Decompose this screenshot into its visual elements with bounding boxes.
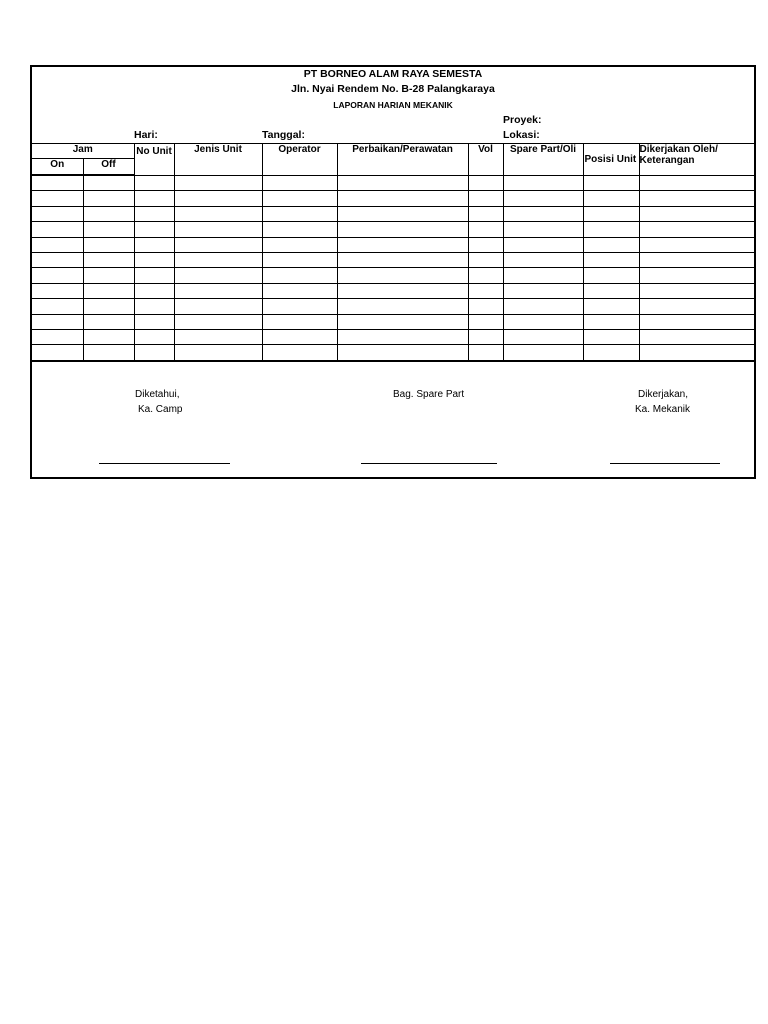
table-cell	[503, 191, 583, 206]
table-cell	[639, 175, 756, 191]
table-cell	[337, 329, 468, 344]
table-cell	[83, 299, 134, 314]
table-cell	[639, 206, 756, 221]
table-cell	[337, 206, 468, 221]
table-cell	[83, 206, 134, 221]
table-cell	[174, 191, 262, 206]
col-spare-part-header: Spare Part/Oli	[503, 144, 583, 176]
table-cell	[32, 345, 83, 361]
table-cell	[174, 283, 262, 298]
table-cell	[174, 175, 262, 191]
table-row	[32, 191, 756, 206]
table-cell	[134, 175, 174, 191]
table-cell	[32, 299, 83, 314]
table-cell	[262, 299, 337, 314]
table-cell	[262, 329, 337, 344]
table-cell	[337, 175, 468, 191]
table-cell	[503, 299, 583, 314]
table-cell	[503, 314, 583, 329]
table-cell	[262, 222, 337, 237]
table-cell	[262, 268, 337, 283]
table-cell	[83, 237, 134, 252]
table-cell	[583, 314, 639, 329]
table-cell	[503, 222, 583, 237]
table-cell	[134, 206, 174, 221]
table-cell	[32, 252, 83, 267]
table-cell	[134, 299, 174, 314]
table-cell	[174, 299, 262, 314]
table-cell	[503, 268, 583, 283]
table-cell	[134, 283, 174, 298]
table-cell	[639, 345, 756, 361]
sig-dikerjakan: Dikerjakan,	[638, 389, 689, 400]
table-cell	[337, 299, 468, 314]
table-cell	[583, 283, 639, 298]
table-cell	[337, 268, 468, 283]
table-cell	[468, 314, 503, 329]
table-cell	[583, 268, 639, 283]
table-cell	[262, 206, 337, 221]
table-cell	[174, 268, 262, 283]
table-cell	[503, 237, 583, 252]
table-cell	[639, 222, 756, 237]
table-cell	[583, 206, 639, 221]
table-cell	[83, 252, 134, 267]
report-form	[30, 65, 756, 479]
table-row	[32, 329, 756, 344]
sig-bag-spare-part: Bag. Spare Part	[393, 389, 465, 400]
table-cell	[32, 329, 83, 344]
table-cell	[134, 268, 174, 283]
table-cell	[174, 222, 262, 237]
proyek-label: Proyek:	[503, 114, 542, 126]
table-cell	[83, 345, 134, 361]
sig-ka-camp: Ka. Camp	[138, 404, 183, 415]
table-cell	[639, 237, 756, 252]
col-dikerjakan-label: Dikerjakan Oleh/	[639, 144, 718, 155]
table-cell	[639, 191, 756, 206]
col-jenis-unit-header: Jenis Unit	[174, 144, 262, 176]
table-cell	[468, 191, 503, 206]
col-on-header: On	[32, 159, 83, 176]
table-cell	[583, 345, 639, 361]
table-cell	[262, 237, 337, 252]
table-cell	[32, 222, 83, 237]
col-posisi-unit-header: Posisi Unit	[583, 144, 639, 176]
table-cell	[337, 237, 468, 252]
table-cell	[134, 252, 174, 267]
table-cell	[583, 222, 639, 237]
table-cell	[468, 175, 503, 191]
hari-label: Hari:	[134, 129, 158, 141]
table-row	[32, 283, 756, 298]
table-cell	[468, 329, 503, 344]
table-cell	[174, 252, 262, 267]
table-cell	[83, 329, 134, 344]
table-cell	[468, 299, 503, 314]
table-row	[32, 222, 756, 237]
col-perbaikan-header: Perbaikan/Perawatan	[337, 144, 468, 176]
table-cell	[468, 237, 503, 252]
table-cell	[503, 329, 583, 344]
table-row	[32, 299, 756, 314]
table-cell	[83, 191, 134, 206]
table-row	[32, 345, 756, 361]
table-cell	[639, 299, 756, 314]
table-cell	[174, 329, 262, 344]
table-cell	[468, 206, 503, 221]
table-row	[32, 237, 756, 252]
table-cell	[32, 191, 83, 206]
table-cell	[32, 314, 83, 329]
table-cell	[583, 175, 639, 191]
col-dikerjakan-header	[639, 144, 756, 176]
table-cell	[468, 222, 503, 237]
table-cell	[134, 237, 174, 252]
company-name: PT BORNEO ALAM RAYA SEMESTA	[303, 68, 483, 80]
table-cell	[583, 299, 639, 314]
table-cell	[639, 252, 756, 267]
table-cell	[134, 191, 174, 206]
table-cell	[583, 252, 639, 267]
table-cell	[83, 222, 134, 237]
table-cell	[337, 222, 468, 237]
table-cell	[337, 252, 468, 267]
table-cell	[337, 191, 468, 206]
table-cell	[468, 345, 503, 361]
table-cell	[337, 345, 468, 361]
table-cell	[639, 314, 756, 329]
table-cell	[134, 345, 174, 361]
table-cell	[583, 237, 639, 252]
table-cell	[262, 314, 337, 329]
table-cell	[83, 283, 134, 298]
sig-diketahui: Diketahui,	[135, 389, 180, 400]
table-cell	[262, 283, 337, 298]
lokasi-label: Lokasi:	[503, 129, 540, 141]
table-cell	[262, 175, 337, 191]
table-cell	[639, 329, 756, 344]
table-cell	[32, 283, 83, 298]
table-row	[32, 252, 756, 267]
table-cell	[468, 252, 503, 267]
signature-line-right	[610, 463, 720, 464]
table-cell	[468, 268, 503, 283]
table-cell	[468, 283, 503, 298]
table-cell	[32, 175, 83, 191]
table-cell	[583, 191, 639, 206]
col-off-header: Off	[83, 159, 134, 176]
table-cell	[503, 283, 583, 298]
signature-line-middle	[361, 463, 497, 464]
table-cell	[337, 314, 468, 329]
table-cell	[639, 268, 756, 283]
col-operator-header: Operator	[262, 144, 337, 176]
table-cell	[503, 175, 583, 191]
table-cell	[639, 283, 756, 298]
table-cell	[583, 329, 639, 344]
table-cell	[83, 175, 134, 191]
table-cell	[337, 283, 468, 298]
table-cell	[262, 252, 337, 267]
table-cell	[134, 329, 174, 344]
table-cell	[174, 237, 262, 252]
col-no-unit-header: No Unit	[134, 144, 174, 176]
table-cell	[174, 206, 262, 221]
table-row	[32, 314, 756, 329]
table-cell	[174, 345, 262, 361]
table-cell	[262, 345, 337, 361]
table-cell	[32, 268, 83, 283]
tanggal-label: Tanggal:	[262, 129, 305, 141]
report-table	[32, 143, 756, 362]
company-address: Jln. Nyai Rendem No. B-28 Palangkaraya	[291, 83, 495, 95]
table-cell	[134, 314, 174, 329]
table-row	[32, 206, 756, 221]
table-cell	[83, 314, 134, 329]
table-cell	[32, 237, 83, 252]
report-title: LAPORAN HARIAN MEKANIK	[333, 100, 453, 110]
col-jam-header: Jam	[32, 144, 134, 159]
sig-ka-mekanik: Ka. Mekanik	[635, 404, 691, 415]
table-cell	[32, 206, 83, 221]
signature-line-left	[99, 463, 230, 464]
table-row	[32, 175, 756, 191]
table-cell	[262, 191, 337, 206]
table-cell	[503, 252, 583, 267]
col-keterangan-label: Keterangan	[639, 155, 695, 166]
table-cell	[503, 206, 583, 221]
table-cell	[134, 222, 174, 237]
table-cell	[83, 268, 134, 283]
table-cell	[174, 314, 262, 329]
table-cell	[503, 345, 583, 361]
col-vol-header: Vol	[468, 144, 503, 176]
table-row	[32, 268, 756, 283]
